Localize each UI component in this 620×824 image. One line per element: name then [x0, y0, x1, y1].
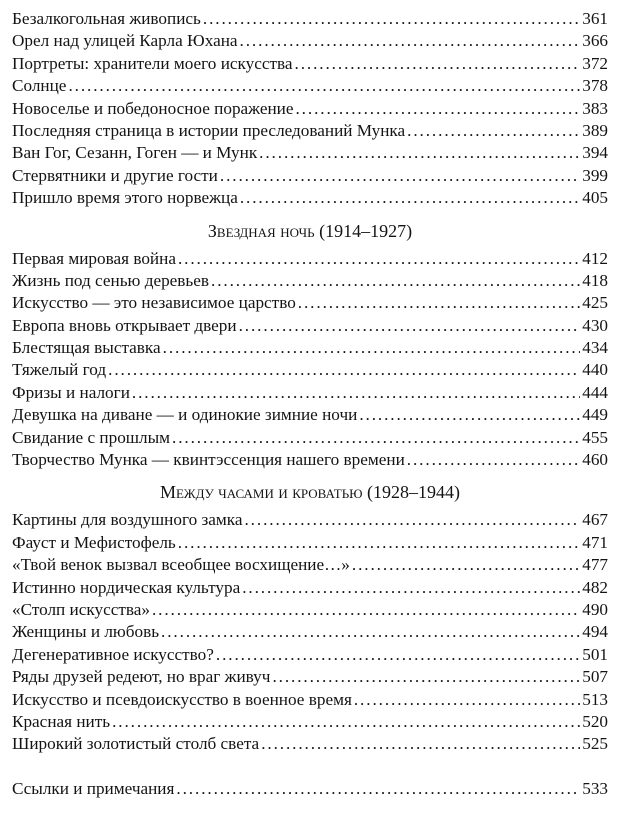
dot-leader: [108, 359, 580, 381]
entry-title: Ряды друзей редеют, но враг живуч: [12, 667, 271, 687]
dot-leader: [163, 337, 581, 359]
page-number: 482: [582, 577, 608, 597]
page-number: 366: [582, 31, 608, 51]
page-number: 525: [582, 734, 608, 754]
toc-entry: [12, 532, 608, 554]
entry-title: Безалкогольная живопись: [12, 9, 201, 28]
entry-title: Фауст и Мефистофель: [12, 532, 176, 552]
page-number: 412: [582, 248, 608, 268]
toc-entry: [12, 382, 608, 404]
dot-leader: [298, 292, 580, 314]
dot-leader: [240, 30, 581, 52]
page-number: 399: [582, 165, 608, 185]
page-number: 444: [582, 382, 608, 402]
entry-title: Истинно нордическая культура: [12, 577, 241, 597]
dot-leader: [216, 644, 580, 666]
dot-leader: [211, 270, 580, 292]
entry-title: Женщины и любовь: [12, 622, 160, 642]
page-number: 513: [582, 689, 608, 709]
dot-leader: [176, 778, 580, 800]
dot-leader: [242, 577, 580, 599]
entry-title: Тяжелый год: [12, 360, 107, 380]
page-number: 430: [582, 315, 608, 335]
toc-entry: [12, 404, 608, 426]
toc-entry: [12, 689, 608, 711]
entry-title: Жизнь под сенью деревьев: [12, 270, 209, 290]
entry-title: Последняя страница в истории преследований Мунка: [12, 120, 406, 140]
entry-title: Солнце: [12, 76, 67, 96]
toc-entry: [12, 120, 608, 142]
page-number: 372: [582, 53, 608, 73]
dot-leader: [178, 248, 580, 270]
entry-title: Первая мировая война: [12, 248, 176, 268]
page-number: 501: [582, 644, 608, 664]
page-number: 471: [582, 532, 608, 552]
page-number: 361: [582, 9, 608, 28]
toc-entry: [12, 75, 608, 97]
dot-leader: [407, 120, 580, 142]
dot-leader: [161, 621, 580, 643]
toc-entry: [12, 248, 608, 270]
dot-leader: [239, 315, 581, 337]
toc-entry: [12, 599, 608, 621]
page-number: 440: [582, 360, 608, 380]
toc-entry: [12, 449, 608, 471]
dot-leader: [244, 509, 580, 531]
entry-title: «Твой венок вызвал всеобщее восхищение…»: [12, 555, 350, 575]
toc-entry: [12, 337, 608, 359]
entry-title: Пришло время этого норвежца: [12, 188, 238, 208]
spacer: [12, 756, 608, 778]
toc-entry: [12, 315, 608, 337]
dot-leader: [261, 733, 580, 755]
page-number: 418: [582, 270, 608, 290]
entry-title: Европа вновь открывает двери: [12, 315, 237, 335]
page-number: 494: [582, 622, 608, 642]
entry-title: Картины для воздушного замка: [12, 510, 243, 530]
toc-entry: [12, 554, 608, 576]
entry-title: Портреты: хранители моего искусства: [12, 53, 293, 73]
dot-leader: [152, 599, 580, 621]
entry-title: Дегенеративное искусство?: [12, 644, 214, 664]
page-number: 434: [582, 338, 608, 358]
dot-leader: [407, 449, 580, 471]
toc-entry: [12, 644, 608, 666]
page-number: 507: [582, 667, 608, 687]
toc-entry: [12, 359, 608, 381]
page-number: 389: [582, 120, 608, 140]
entry-title: Фризы и налоги: [12, 382, 130, 402]
dot-leader: [295, 53, 581, 75]
dot-leader: [272, 666, 580, 688]
toc-entry: [12, 165, 608, 187]
page-number: 460: [582, 450, 608, 470]
toc-entry: [12, 30, 608, 52]
dot-leader: [112, 711, 580, 733]
toc-entry: [12, 98, 608, 120]
toc-entry: [12, 270, 608, 292]
entry-title: Ссылки и примечания: [12, 778, 175, 798]
dot-leader: [354, 689, 580, 711]
entry-title: Стервятники и другие гости: [12, 165, 218, 185]
page-number: 467: [582, 510, 608, 530]
dot-leader: [68, 75, 580, 97]
dot-leader: [172, 427, 580, 449]
page-number: 520: [582, 711, 608, 731]
section-heading: Звездная ночь (1914–1927): [207, 220, 413, 241]
dot-leader: [352, 554, 580, 576]
dot-leader: [240, 187, 580, 209]
toc-entry: [12, 8, 608, 30]
entry-title: Ван Гог, Сезанн, Гоген — и Мунк: [12, 143, 258, 163]
page-number: 490: [582, 599, 608, 619]
page-number: 477: [582, 555, 608, 575]
entry-title: Орел над улицей Карла Юхана: [12, 31, 238, 51]
toc-entry: [12, 427, 608, 449]
toc-entry: [12, 621, 608, 643]
toc-entry: [12, 778, 608, 800]
entry-title: Творчество Мунка — квинтэссенция нашего времени: [12, 450, 405, 470]
entry-title: Красная нить: [12, 711, 111, 731]
entry-title: Свидание с прошлым: [12, 427, 171, 447]
entry-title: Блестящая выставка: [12, 338, 161, 358]
toc-entry: [12, 666, 608, 688]
entry-title: Новоселье и победоносное поражение: [12, 98, 294, 118]
page-number: 383: [582, 98, 608, 118]
page-number: 378: [582, 76, 608, 96]
dot-leader: [178, 532, 580, 554]
toc-entry: [12, 509, 608, 531]
table-of-contents: [12, 8, 608, 800]
entry-title: Искусство и псевдоискусство в военное время: [12, 689, 352, 709]
dot-leader: [359, 404, 580, 426]
dot-leader: [259, 142, 580, 164]
toc-entry: [12, 733, 608, 755]
page-number: 405: [582, 188, 608, 208]
page-number: 394: [582, 143, 608, 163]
dot-leader: [220, 165, 580, 187]
toc-entry: [12, 711, 608, 733]
entry-title: «Столп искусства»: [12, 599, 150, 619]
entry-title: Широкий золотистый столб света: [12, 734, 260, 754]
section-heading: Между часами и кроватью (1928–1944): [159, 482, 461, 503]
toc-entry: [12, 142, 608, 164]
page-number: 455: [582, 427, 608, 447]
toc-entry: [12, 292, 608, 314]
toc-entry: [12, 53, 608, 75]
page-number: 425: [582, 293, 608, 313]
page-number: 449: [582, 405, 608, 425]
dot-leader: [203, 8, 580, 30]
dot-leader: [132, 382, 580, 404]
entry-title: Искусство — это независимое царство: [12, 293, 296, 313]
toc-entry: [12, 187, 608, 209]
dot-leader: [295, 98, 580, 120]
page-number: 533: [582, 778, 608, 798]
entry-title: Девушка на диване — и одинокие зимние ночи: [12, 405, 358, 425]
toc-entry: [12, 577, 608, 599]
